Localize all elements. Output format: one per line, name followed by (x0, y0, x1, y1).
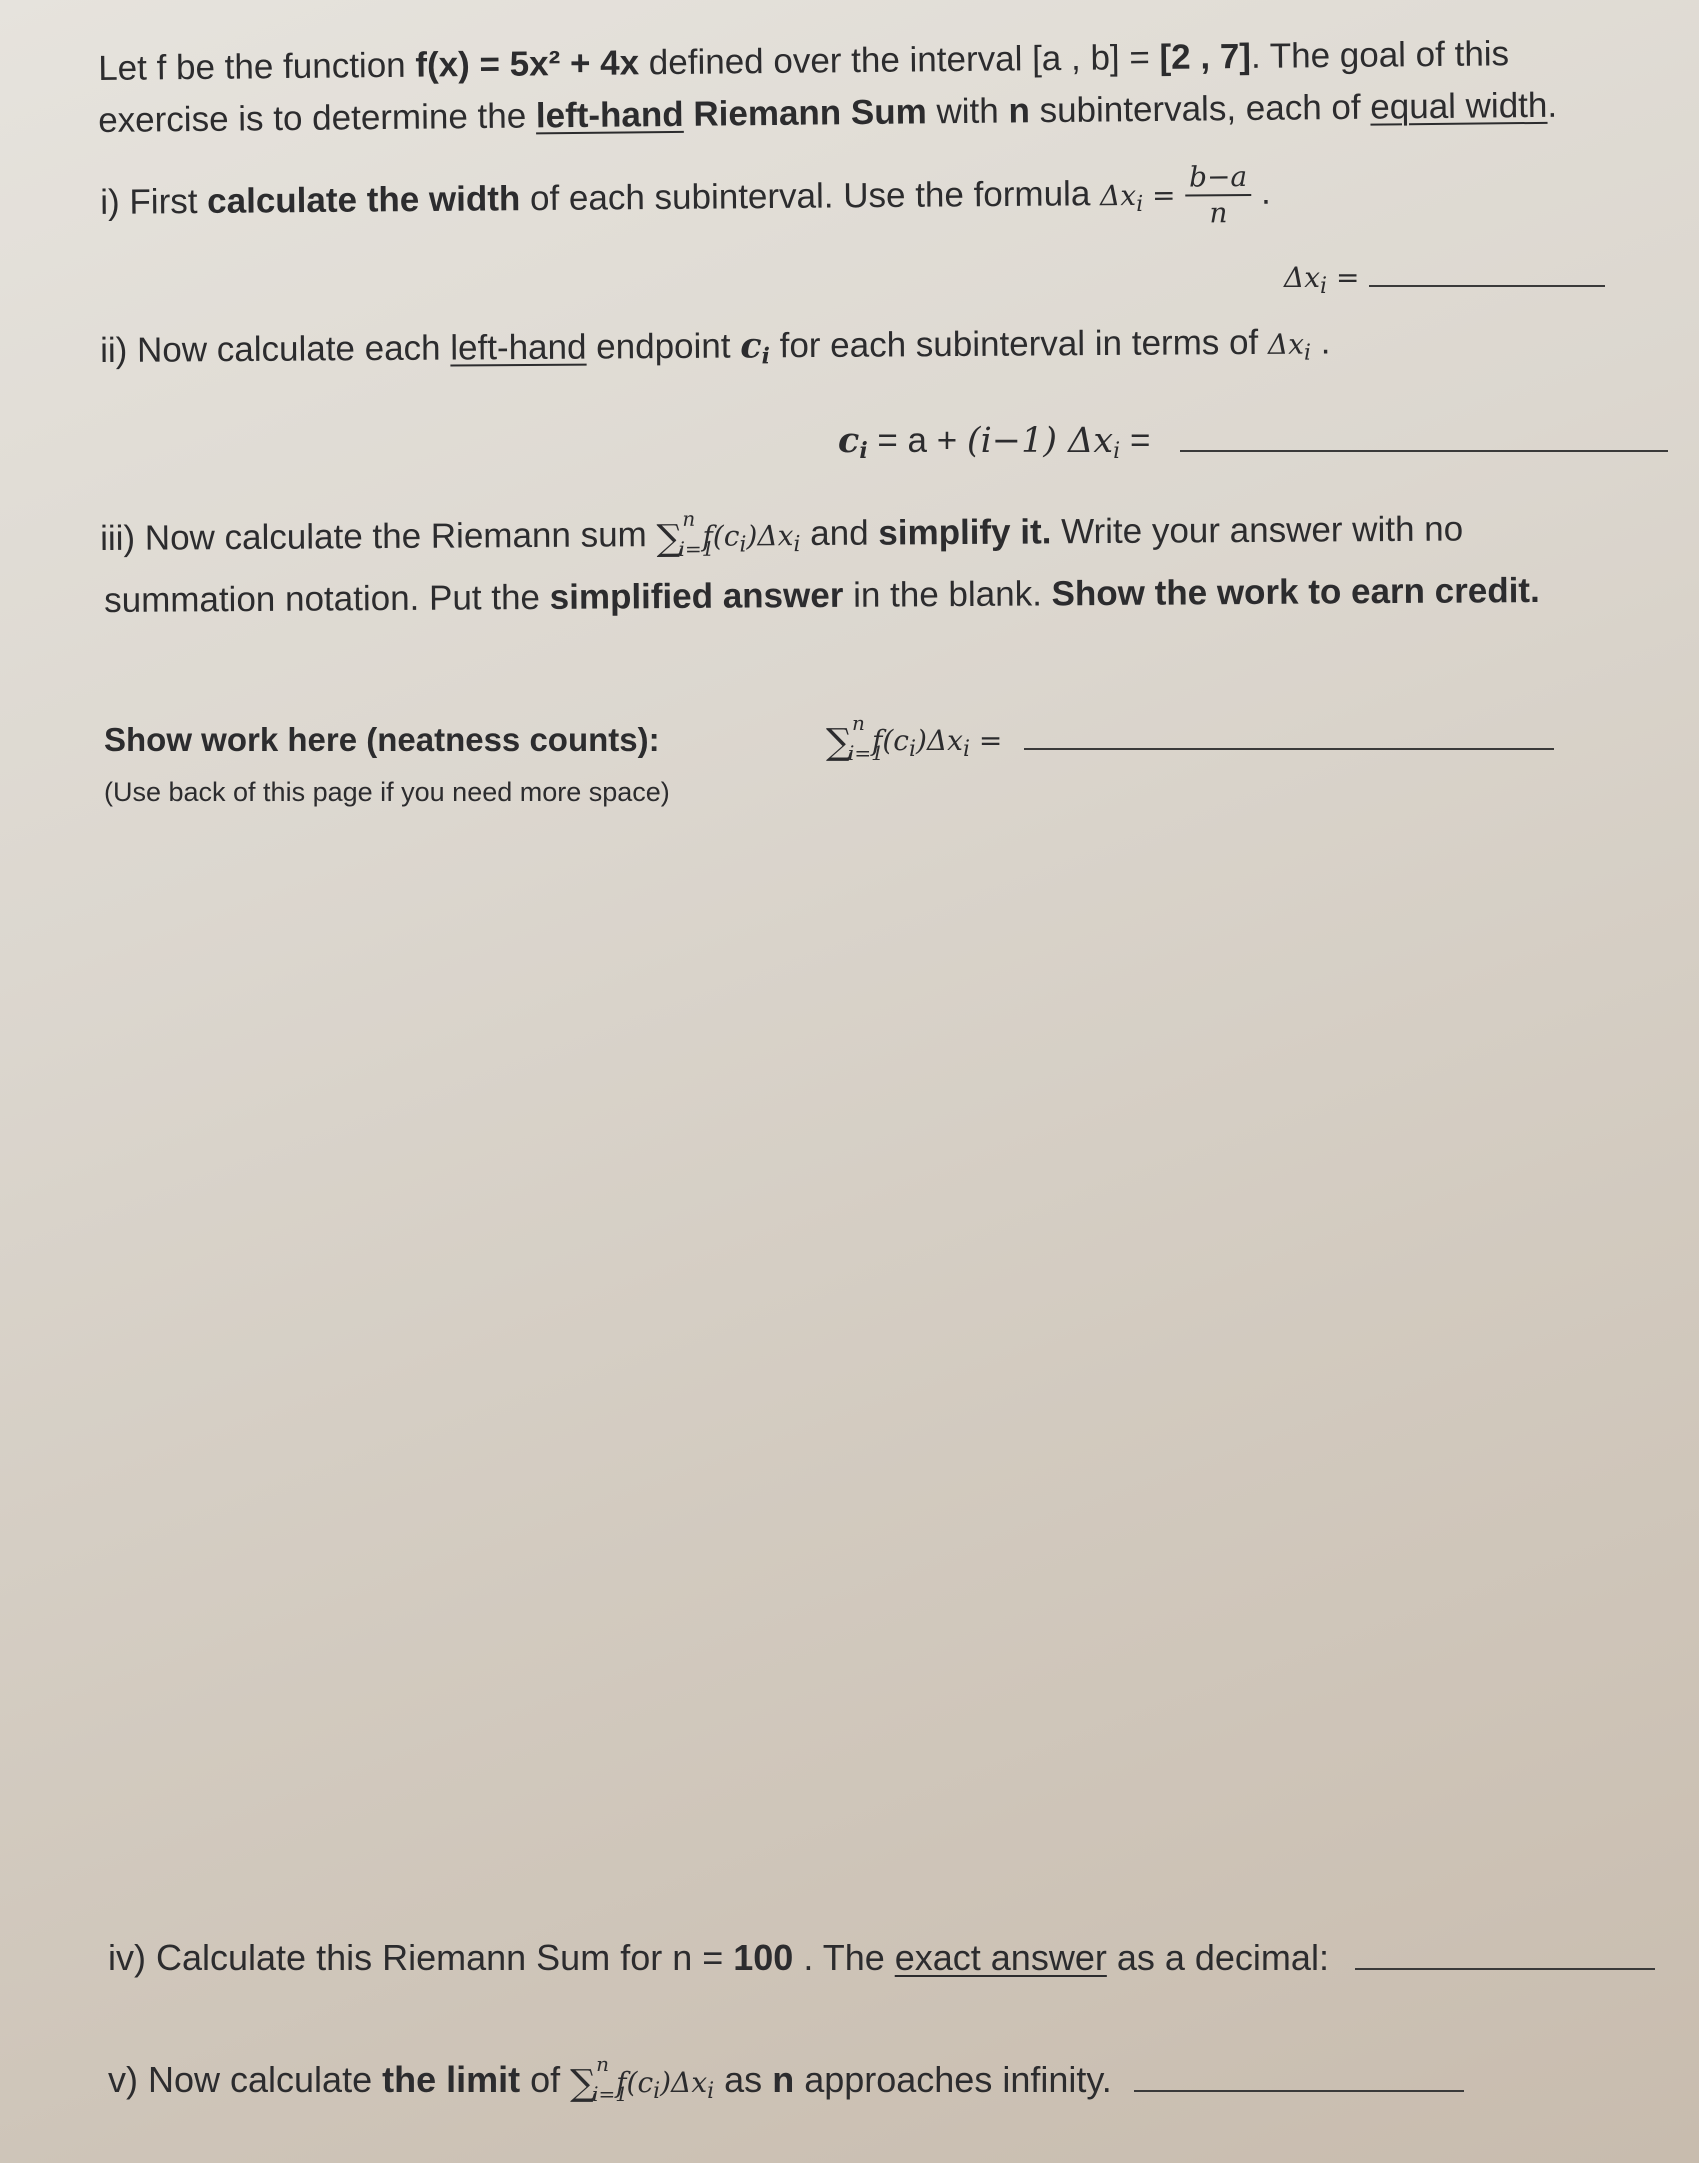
endpoint-answer-blank[interactable] (1180, 420, 1668, 452)
equal-width-emphasis: equal width (1370, 85, 1548, 127)
question-iv (108, 1936, 1655, 1979)
endpoint-formula-term: (i−1) $\Delta x_i$ (966, 421, 1121, 464)
question-iii-text: iii) Now calculate the Riemann sum (100, 515, 657, 558)
back-of-page-note: (Use back of this page if you need more space) (104, 777, 670, 807)
question-iii-line-1 (100, 508, 1463, 563)
intro-line-1 (98, 33, 1509, 90)
riemann-sum-answer-blank[interactable] (1024, 718, 1554, 750)
question-ii-text: for each subinterval in terms of (769, 322, 1269, 366)
question-iv-text: iv) Calculate this Riemann Sum for n = (108, 1937, 734, 1978)
question-iii-text: summation notation. Put the (104, 577, 550, 620)
intro-text: Let f be the function (98, 45, 416, 88)
question-v-text: as (714, 2059, 773, 2100)
intro-text: . The goal of this (1250, 34, 1510, 76)
question-iv-text: as a decimal: (1106, 1937, 1329, 1978)
question-iii-text: in the blank. (843, 574, 1052, 615)
question-i-text: i) First (100, 181, 208, 222)
question-ii: ii) Now calculate each left-hand endpoint $c_i$ for each subinterval in terms of $\Delta x_i$ . (100, 322, 1331, 370)
width-fraction (1185, 160, 1252, 230)
left-hand-emphasis: left-hand (450, 327, 587, 368)
intro-line-2 (98, 85, 1557, 142)
endpoint-formula-text: = a + (867, 421, 967, 460)
simplified-answer-emphasis: simplified answer (549, 575, 844, 617)
limit-answer-blank[interactable] (1134, 2060, 1464, 2092)
summation-body: $f(c_i)\Delta x_i$ (702, 519, 801, 558)
ci-symbol: $c_i$ (740, 325, 771, 370)
delta-x-symbol: $\Delta x_i$ (1267, 327, 1312, 366)
endpoint-formula-row: $c_i = a + (i-1) \Delta x_i$ = (838, 420, 1668, 465)
question-ii-text: ii) Now calculate each (100, 328, 451, 370)
question-iii-line-2 (104, 570, 1540, 622)
riemann-sum-emphasis: Riemann Sum (683, 92, 927, 134)
question-iii-text: Write your answer with no (1051, 509, 1464, 552)
question-ii-text: endpoint (586, 326, 741, 367)
work-sum-row (826, 710, 1554, 765)
interval-value: [2 , 7] (1159, 36, 1252, 77)
fraction-numerator: b−a (1185, 160, 1251, 196)
summation-symbol: ∑ n i=1 (656, 506, 715, 561)
exact-answer-emphasis: exact answer (894, 1937, 1107, 1978)
intro-text: with (926, 91, 1009, 132)
limit-emphasis: the limit (382, 2059, 521, 2100)
intro-text: subintervals, each of (1029, 87, 1371, 131)
ci-symbol: $c_i$ (838, 420, 868, 464)
question-iii-text: and (800, 513, 879, 554)
work-area[interactable] (100, 840, 1620, 1900)
question-i: i) First calculate the width of each subinterval. Use the formula $\Delta x_i$ = $\frac{b-a}{n}$ . (100, 159, 1271, 229)
summation-symbol: ∑ n i=1 (826, 710, 884, 765)
interval-label: [a , b] = (1031, 37, 1160, 79)
question-v (108, 2052, 1464, 2107)
simplify-emphasis: simplify it. (878, 512, 1052, 553)
question-v-text: approaches infinity. (794, 2059, 1112, 2100)
summation-symbol: ∑ n i=1 (570, 2052, 629, 2107)
delta-x-answer-blank[interactable] (1369, 255, 1605, 287)
question-v-text: v) Now calculate (108, 2059, 383, 2100)
n100-answer-blank[interactable] (1355, 1938, 1655, 1970)
intro-text: exercise is to determine the (98, 96, 537, 140)
summation-body: $f(c_i)\Delta x_i$ (616, 2066, 715, 2104)
function-definition: f(x) = 5x² + 4x (415, 43, 640, 85)
question-iv-text: . The (793, 1937, 895, 1978)
question-i-emphasis: calculate the width (207, 179, 521, 221)
fraction-denominator: n (1209, 195, 1228, 229)
left-hand-emphasis: left-hand (535, 94, 684, 136)
show-work-emphasis: Show the work to earn credit. (1051, 570, 1540, 614)
intro-text: . (1547, 85, 1558, 125)
delta-x-formula: $\Delta x_i$ = (1099, 178, 1176, 217)
question-i-text: of each subinterval. Use the formula (520, 174, 1101, 219)
delta-x-answer-row (1284, 255, 1605, 300)
n-variable: n (772, 2059, 795, 2100)
summation-body: $f(c_i)\Delta x_i$ = (872, 724, 1003, 762)
intro-text: defined over the interval (638, 39, 1033, 83)
n-value: 100 (733, 1937, 794, 1978)
n-variable: n (1008, 91, 1031, 131)
question-v-text: of (520, 2059, 571, 2100)
show-work-label: Show work here (neatness counts): (104, 721, 660, 758)
delta-x-answer-label: $\Delta x_i$ = (1284, 261, 1360, 299)
